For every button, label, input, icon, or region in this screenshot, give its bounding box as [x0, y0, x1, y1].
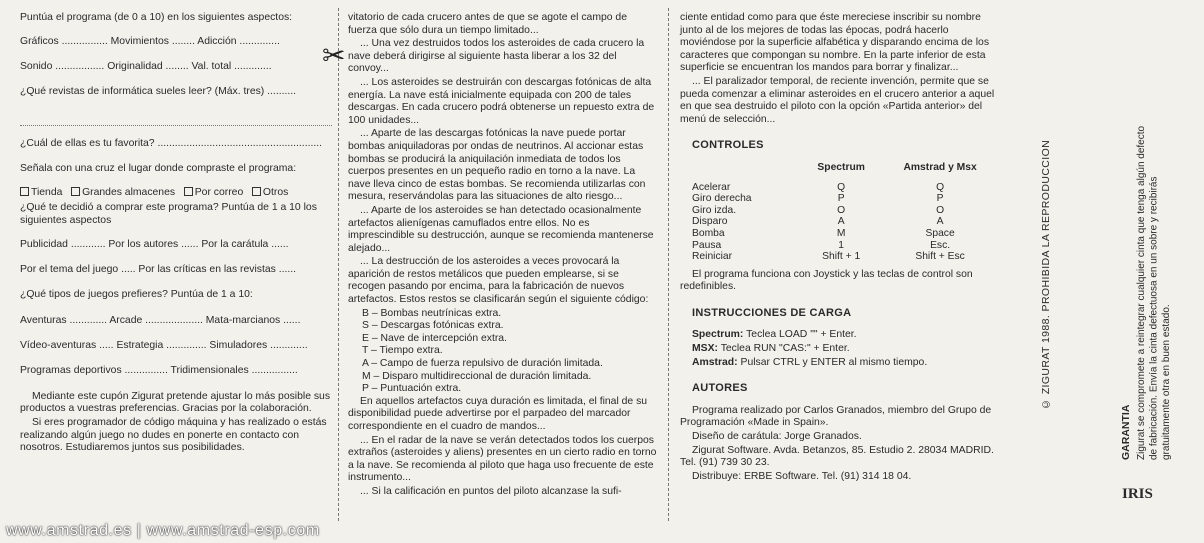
instr-p9: ... Si la calificación en puntos del piloto alcanzase la sufi- [360, 485, 622, 497]
checkbox-grandes[interactable] [71, 187, 80, 196]
purchase-options [20, 187, 332, 200]
carga-title: INSTRUCCIONES DE CARGA [692, 306, 852, 319]
controls-table [692, 162, 998, 263]
header-cell [692, 162, 800, 182]
code-item: M – Disparo multidireccional de duración limitada. [362, 370, 592, 382]
option-tienda: Tienda [31, 186, 63, 198]
code-list [362, 308, 658, 396]
instr-p10: ciente entidad como para que éste mereciese inscribir su nombre junto al de los mejores de todas las épocas, podrá hacerlo moviéndose por la superficie alfabética y disparando encima de los caracteres que compongan su nombre. En la parte inferior de esta superficie se encuentran los mandos para borrar y finalizar... [680, 12, 990, 74]
load-line [692, 357, 998, 370]
code-item: E – Nave de intercepción extra. [362, 332, 507, 344]
survey-tema: Por el tema del juego ..... Por las críticas en las revistas ...... [20, 263, 297, 275]
survey-q-favorita: ¿Cuál de ellas es tu favorita? ......................................................... [20, 137, 323, 149]
control-action: Acelerar [692, 181, 731, 193]
controles-title: CONTROLES [692, 139, 764, 152]
load-line [692, 329, 998, 342]
instr-p5: ... Aparte de los asteroides se han detectado ocasionalmente artefactos alienígenas camuflados entre ellos. No es imprescindible su destrucción, aunque se recomienda mantenerse alejado... [348, 204, 654, 254]
garantia-title: GARANTIA [1120, 404, 1132, 460]
survey-column [20, 12, 332, 456]
control-spectrum: Shift + 1 [822, 251, 861, 263]
table-header [692, 162, 998, 182]
header-cell: Amstrad y Msx [903, 161, 977, 173]
survey-q-tipos: ¿Qué tipos de juegos prefieres? Puntúa de 1 a 10: [20, 289, 253, 301]
control-action: Giro izda. [692, 204, 737, 216]
survey-deportivos: Programas deportivos ............... Tridimensionales ................ [20, 365, 298, 377]
column-divider [668, 8, 669, 521]
autores-p4: Distribuye: ERBE Software. Tel. (91) 314 18 04. [692, 470, 912, 482]
control-spectrum: A [837, 216, 845, 228]
instr-p6: ... La destrucción de los asteroides a veces provocará la aparición de restos metálicos que pueden emplearse, si se recogen pasando por encima, para la fabricación de nuevos artefactos. Estos restos se clasificarán según el siguiente código: [348, 256, 649, 306]
garantia-text: Zigurat se compromete a reintegrar cualquier cinta que tenga algún defecto de fabricación. Envía la cinta defectuosa en un sobre y recibirás gratuitamente otra en buen estado. [1136, 125, 1172, 460]
control-spectrum: 1 [838, 239, 845, 251]
instructions-column [348, 12, 658, 500]
controls-column [680, 12, 998, 484]
answer-line [20, 112, 332, 126]
option-correo: Por correo [194, 186, 244, 198]
control-action: Bomba [692, 227, 725, 239]
survey-aventuras: Aventuras ............. Arcade .................... Mata-marcianos ...... [20, 314, 301, 326]
cut-line [338, 8, 339, 521]
control-action: Reiniciar [692, 251, 733, 263]
control-action: Pausa [692, 239, 722, 251]
copyright-text: © ZIGURAT 1988. PROHIBIDA LA REPRODUCCION [1040, 139, 1052, 410]
control-spectrum: Q [837, 181, 846, 193]
instr-p4: ... Aparte de las descargas fotónicas la nave puede portar bombas aniquiladoras por ondas de neutrinos. Al accionar estas bombas se producirá la aniquilación inmediata de todos los cuerpos presentes en un pequeño radio en torno a la nave. La nave lleva cinco de estas bombas. Se recomienda utilizarlas con mesura, reservándolas para las situaciones de alto riesgo... [348, 128, 646, 203]
iris-logo: IRIS [1122, 486, 1153, 502]
table-row [692, 205, 998, 217]
instr-p3: ... Los asteroides se destruirán con descargas fotónicas de alta energía. La nave está inicialmente equipada con 200 de tales descargas. En cada crucero podrá obtenerse un repuesto extra de 100 unidades... [348, 76, 655, 126]
load-system: Amstrad: [692, 356, 738, 368]
load-text: Teclea RUN "CAS:" + Enter. [720, 343, 850, 355]
load-system: Spectrum: [692, 329, 744, 341]
survey-intro: Puntúa el programa (de 0 a 10) en los siguientes aspectos: [20, 12, 293, 23]
control-amstrad: A [936, 216, 944, 228]
control-amstrad: Esc. [930, 239, 951, 251]
table-row [692, 228, 998, 240]
website-footer: www.amstrad.es | www.amstrad-esp.com [6, 522, 320, 539]
control-amstrad: Space [925, 227, 955, 239]
header-cell: Spectrum [817, 161, 865, 173]
table-row [692, 182, 998, 194]
survey-q-lugar: Señala con una cruz el lugar donde compraste el programa: [20, 163, 297, 175]
survey-programador: Si eres programador de código máquina y has realizado o estás realizando algún juego no dudes en ponerte en contacto con nosotros. Estudiaremos juntos sus posibilidades. [20, 417, 327, 454]
code-item: B – Bombas neutrínicas extra. [362, 307, 502, 319]
instr-p7: En aquellos artefactos cuya duración es limitada, el final de su disponibilidad puede advertirse por el parpadeo del marcador correspondiente en el cuadro de mandos... [348, 395, 648, 432]
load-line [692, 343, 998, 356]
survey-q-revistas: ¿Qué revistas de informática sueles leer? (Máx. tres) .......... [20, 86, 297, 98]
autores-title: AUTORES [692, 382, 748, 395]
control-amstrad: Shift + Esc [915, 251, 965, 263]
code-item: A – Campo de fuerza repulsivo de duración limitada. [362, 358, 603, 370]
control-amstrad: O [936, 204, 945, 216]
table-row [692, 216, 998, 228]
control-spectrum: O [837, 204, 846, 216]
instr-p2: ... Una vez destruidos todos los asteroides de cada crucero la nave deberá dirigirse al siguiente hasta liberar a los 32 del convoy... [348, 38, 645, 75]
survey-mediante: Mediante este cupón Zigurat pretende ajustar lo más posible sus productos a vuestras preferencias. Gracias por la colaboración. [20, 390, 331, 415]
checkbox-tienda[interactable] [20, 187, 29, 196]
autores-p3: Zigurat Software. Avda. Betanzos, 85. Estudio 2. 28034 MADRID. Tel. (91) 739 30 23. [680, 444, 994, 469]
survey-q-decidio: ¿Qué te decidió a comprar este programa? Puntúa de 1 a 10 los siguientes aspectos [20, 202, 317, 226]
checkbox-correo[interactable] [184, 187, 193, 196]
instr-p8: ... En el radar de la nave se verán detectados todos los cuerpos extraños (asteroides y aliens) presentes en un cierto radio en torno a la nave. Se recomienda al piloto que haga uso frecuente de este instrumento... [348, 434, 657, 484]
survey-sonido: Sonido ................. Originalidad ........ Val. total ............. [20, 60, 272, 72]
control-spectrum: M [836, 227, 846, 239]
code-item: T – Tiempo extra. [362, 345, 443, 357]
load-text: Pulsar CTRL y ENTER al mismo tiempo. [740, 356, 928, 368]
load-instructions [680, 329, 998, 369]
survey-publicidad: Publicidad ............ Por los autores ...... Por la carátula ...... [20, 238, 289, 250]
load-text: Teclea LOAD "" + Enter. [746, 329, 857, 341]
instr-p1: vitatorio de cada crucero antes de que se agote el campo de fuerza que sólo dura un tiempo limitado... [348, 12, 627, 36]
load-system: MSX: [692, 343, 718, 355]
option-grandes: Grandes almacenes [82, 186, 176, 198]
instr-p11: ... El paralizador temporal, de reciente invención, permite que se pueda comenzar a eliminar asteroides en el crucero anterior a aquel en que sea destruido el piloto con la opción «Partida anterior» del menú de selección... [680, 75, 995, 125]
control-amstrad: P [936, 193, 944, 205]
checkbox-otros[interactable] [252, 187, 261, 196]
code-item: P – Puntuación extra. [362, 383, 462, 395]
option-otros: Otros [262, 186, 289, 198]
autores-p1: Programa realizado por Carlos Granados, miembro del Grupo de Programación «Made in Spain». [680, 404, 992, 429]
control-spectrum: P [837, 193, 845, 205]
survey-video: Vídeo-aventuras ..... Estrategia .............. Simuladores ............. [20, 340, 308, 352]
table-row [692, 193, 998, 205]
code-item: S – Descargas fotónicas extra. [362, 320, 504, 332]
table-row [692, 251, 998, 263]
control-action: Disparo [692, 216, 728, 228]
control-amstrad: Q [936, 181, 945, 193]
autores-p2: Diseño de carátula: Jorge Granados. [692, 431, 862, 443]
survey-graficos: Gráficos ................ Movimientos ........ Adicción .............. [20, 35, 280, 47]
scissors-icon: ✂ [322, 40, 346, 71]
control-action: Giro derecha [692, 193, 752, 205]
table-row [692, 240, 998, 252]
joystick-note: El programa funciona con Joystick y las teclas de control son redefinibles. [680, 268, 973, 293]
